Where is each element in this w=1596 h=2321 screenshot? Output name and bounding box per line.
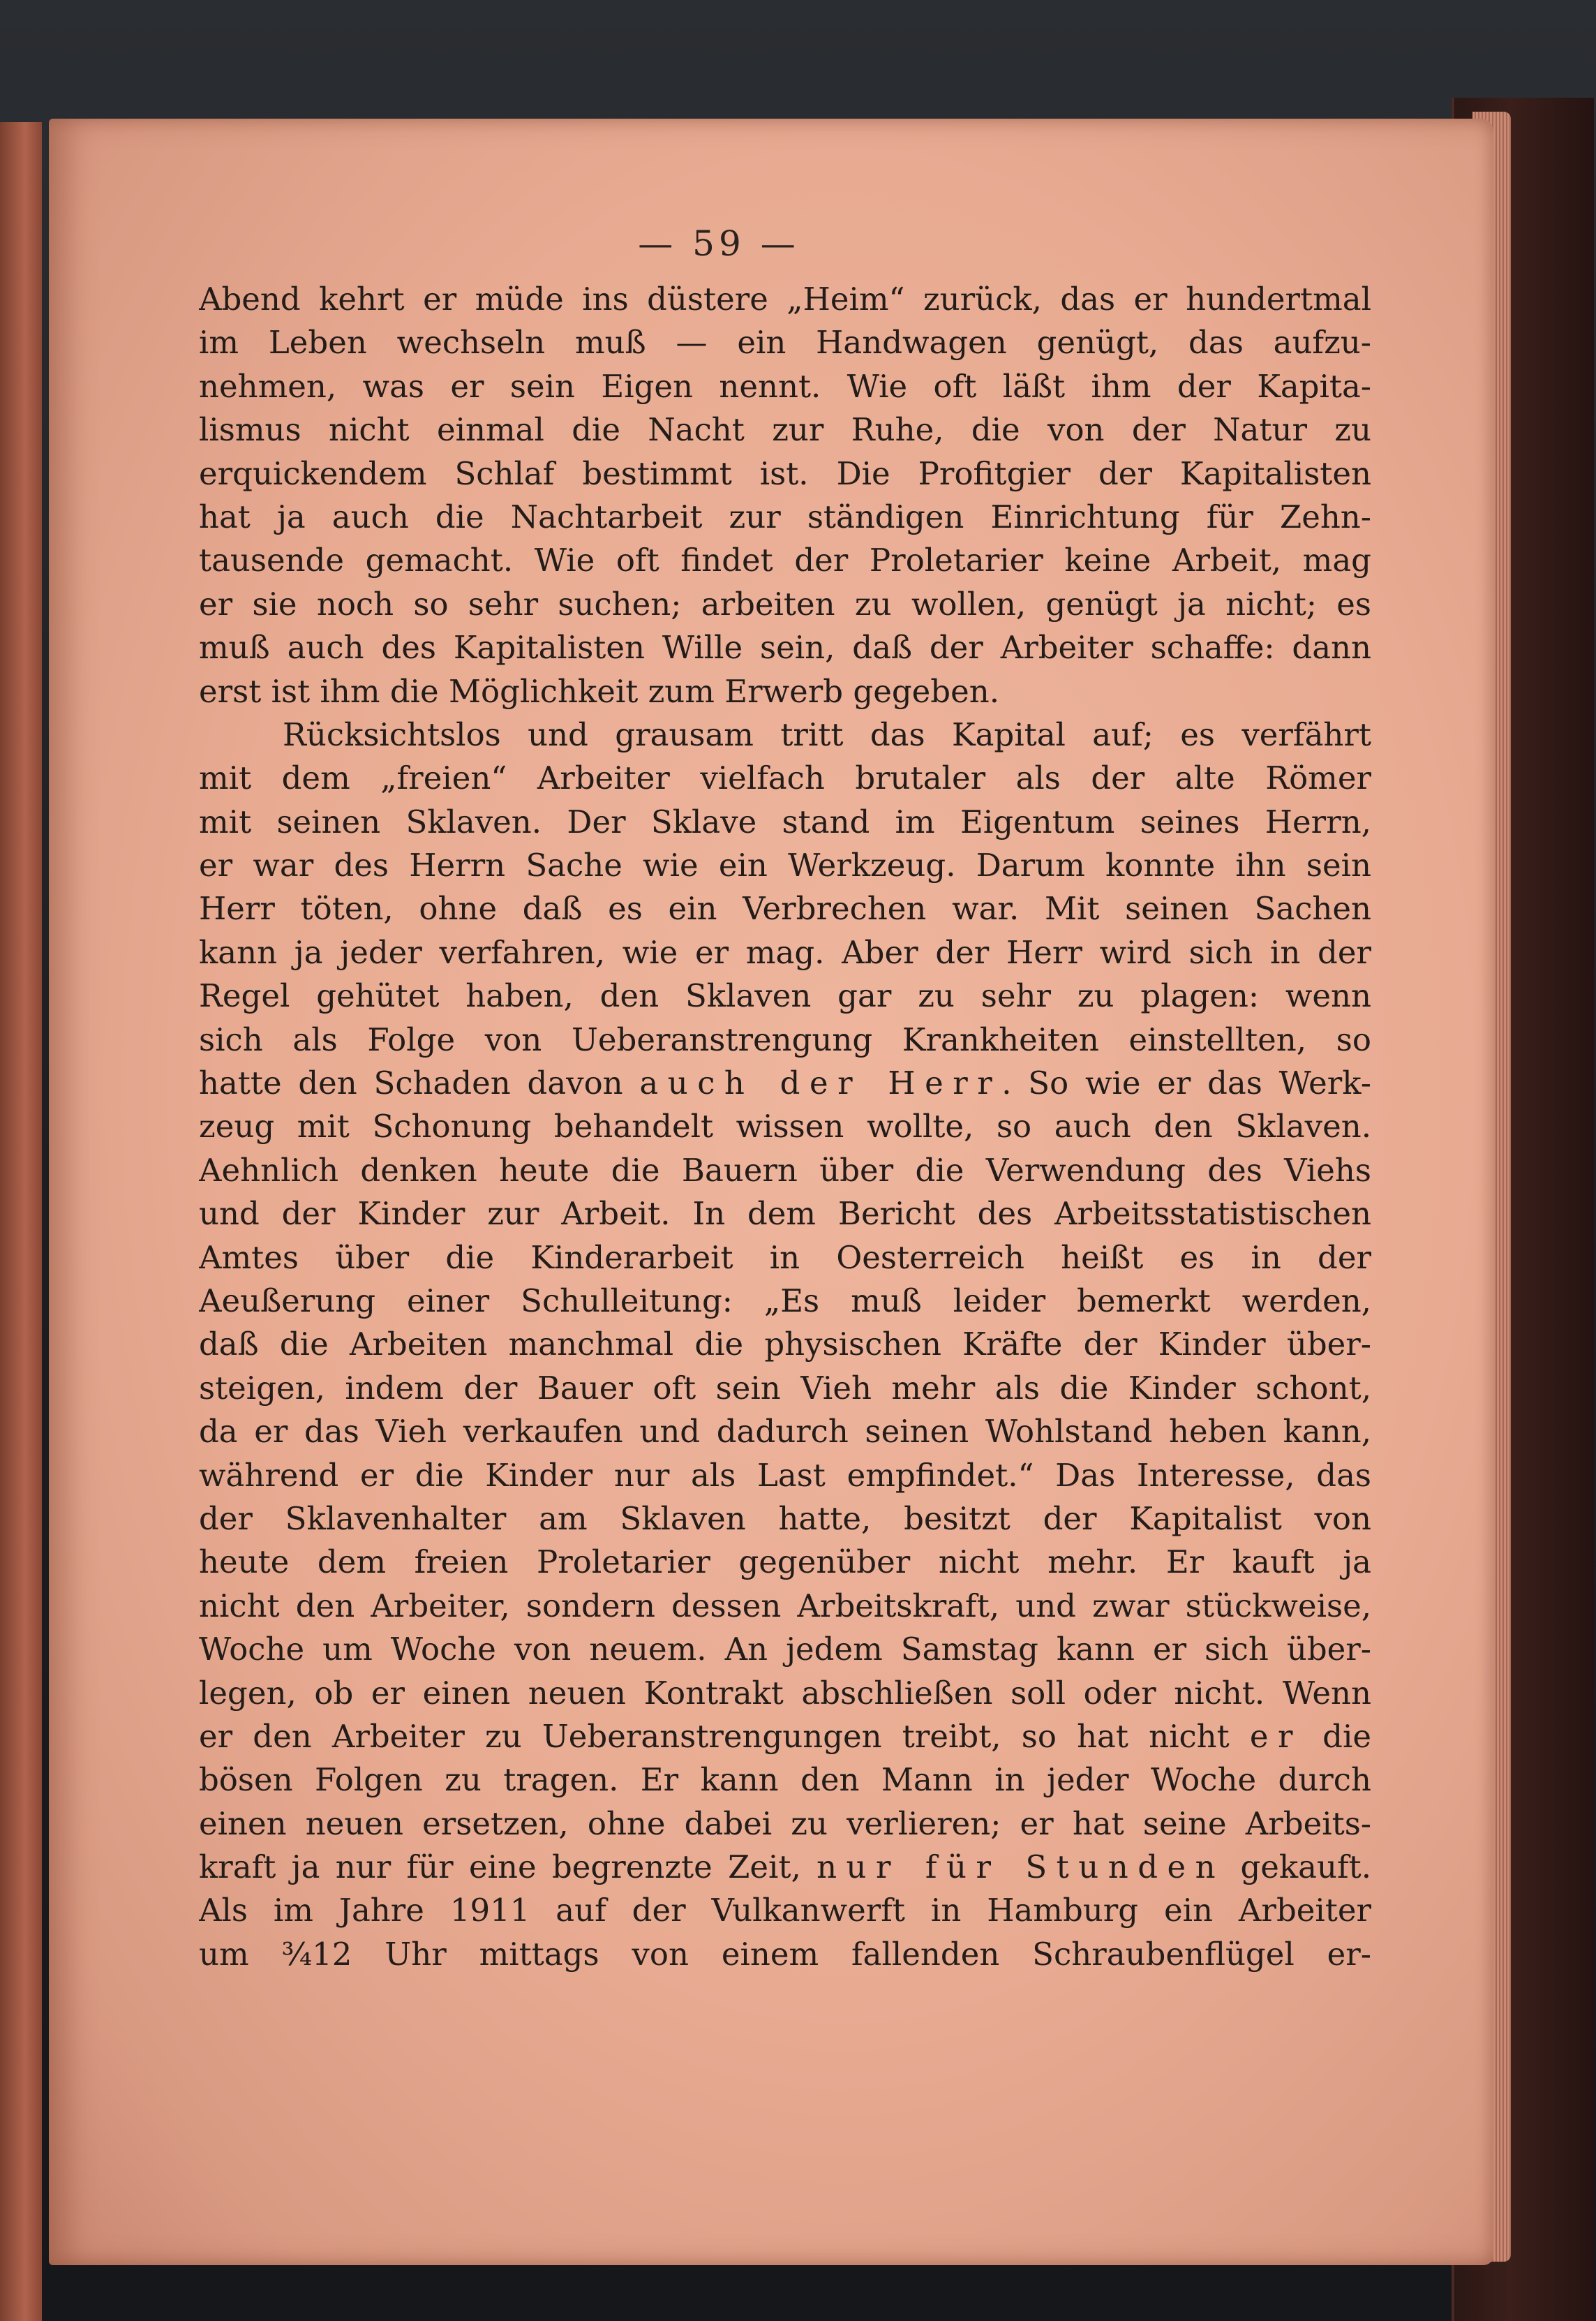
text-line: daß die Arbeiten manchmal die physischen Kräfte der Kinder über-	[199, 1326, 1371, 1363]
paragraph-end-line: erst ist ihm die Möglichkeit zum Erwerb gegeben.	[199, 672, 999, 710]
text-line: Woche um Woche von neuem. An jedem Samstag kann er sich über-	[199, 1631, 1371, 1668]
text-span: kraft ja nur für eine begrenzte Zeit,	[199, 1848, 817, 1886]
book-page	[49, 119, 1493, 2265]
text-line: Regel gehütet haben, den Sklaven gar zu sehr zu plagen: wenn	[199, 977, 1371, 1015]
page-number: — 59 —	[638, 223, 800, 264]
body-text	[199, 278, 1371, 1976]
text-line: legen, ob er einen neuen Kontrakt abschließen soll oder nicht. Wenn	[199, 1674, 1371, 1712]
text-line: steigen, indem der Bauer oft sein Vieh mehr als die Kinder schont,	[199, 1369, 1371, 1407]
text-line: hat ja auch die Nachtarbeit zur ständigen Einrichtung für Zehn-	[199, 498, 1371, 535]
text-line: mit dem „freien“ Arbeiter vielfach brutaler als der alte Römer	[199, 759, 1371, 797]
text-line: der Sklavenhalter am Sklaven hatte, besitzt der Kapitalist von	[199, 1499, 1371, 1537]
text-line: Amtes über die Kinderarbeit in Oesterreich heißt es in der	[199, 1238, 1371, 1276]
text-line: im Leben wechseln muß — ein Handwagen genügt, das aufzu-	[199, 324, 1371, 362]
text-line: während er die Kinder nur als Last empfindet.“ Das Interesse, das	[199, 1456, 1371, 1494]
left-page-edge	[0, 122, 42, 2321]
emphasis-spaced: auch der Herr	[639, 1065, 1002, 1102]
paragraph-start-line: Rücksichtslos und grausam tritt das Kapital auf; es verfährt	[283, 715, 1371, 753]
text-line: Aehnlich denken heute die Bauern über die Verwendung des Viehs	[199, 1151, 1371, 1189]
text-span: die	[1302, 1717, 1371, 1755]
emphasis-spaced: nur für Stunden	[816, 1848, 1225, 1886]
text-line: heute dem freien Proletarier gegenüber nicht mehr. Er kauft ja	[199, 1543, 1371, 1581]
text-span: gekauft.	[1225, 1848, 1371, 1886]
text-line: nehmen, was er sein Eigen nennt. Wie oft läßt ihm der Kapita-	[199, 367, 1371, 405]
text-line: da er das Vieh verkaufen und dadurch seinen Wohlstand heben kann,	[199, 1413, 1371, 1451]
text-line: tausende gemacht. Wie oft findet der Proletarier keine Arbeit, mag	[199, 542, 1371, 579]
text-line: muß auch des Kapitalisten Wille sein, daß der Arbeiter schaffe: dann	[199, 629, 1371, 667]
text-line: zeug mit Schonung behandelt wissen wollte, so auch den Sklaven.	[199, 1108, 1371, 1145]
text-span: hatte den Schaden davon	[199, 1065, 640, 1102]
text-line: lismus nicht einmal die Nacht zur Ruhe, die von der Natur zu	[199, 411, 1371, 449]
text-line: kann ja jeder verfahren, wie er mag. Aber der Herr wird sich in der	[199, 933, 1371, 971]
text-line: Aeußerung einer Schulleitung: „Es muß leider bemerkt werden,	[199, 1282, 1371, 1319]
text-line: um ¾12 Uhr mittags von einem fallenden Schraubenflügel er-	[199, 1935, 1371, 1973]
text-line: mit seinen Sklaven. Der Sklave stand im Eigentum seines Herrn,	[199, 803, 1371, 840]
text-line: er war des Herrn Sache wie ein Werkzeug. Darum konnte ihn sein	[199, 847, 1371, 884]
text-line: erquickendem Schlaf bestimmt ist. Die Profitgier der Kapitalisten	[199, 454, 1371, 492]
text-line: Herr töten, ohne daß es ein Verbrechen war. Mit seinen Sachen	[199, 890, 1371, 928]
text-span: . So wie er das Werk-	[1001, 1065, 1371, 1102]
text-line: Als im Jahre 1911 auf der Vulkanwerft in Hamburg ein Arbeiter	[199, 1892, 1371, 1929]
text-line-with-emphasis	[199, 1846, 1371, 1889]
text-line: er sie noch so sehr suchen; arbeiten zu wollen, genügt ja nicht; es	[199, 585, 1371, 623]
text-line: und der Kinder zur Arbeit. In dem Bericht des Arbeitsstatistischen	[199, 1195, 1371, 1233]
text-span: er den Arbeiter zu Ueberanstrengungen treibt, so hat nicht	[199, 1717, 1250, 1755]
text-line-with-emphasis	[199, 1062, 1371, 1105]
text-line: nicht den Arbeiter, sondern dessen Arbeitskraft, und zwar stückweise,	[199, 1587, 1371, 1624]
emphasis-spaced: er	[1249, 1717, 1303, 1755]
text-line: Abend kehrt er müde ins düstere „Heim“ zurück, das er hundertmal	[199, 281, 1371, 318]
text-line-with-emphasis	[199, 1715, 1371, 1758]
text-line: einen neuen ersetzen, ohne dabei zu verlieren; er hat seine Arbeits-	[199, 1804, 1371, 1842]
text-line: sich als Folge von Ueberanstrengung Krankheiten einstellten, so	[199, 1021, 1371, 1058]
text-line: bösen Folgen zu tragen. Er kann den Mann in jeder Woche durch	[199, 1761, 1371, 1799]
